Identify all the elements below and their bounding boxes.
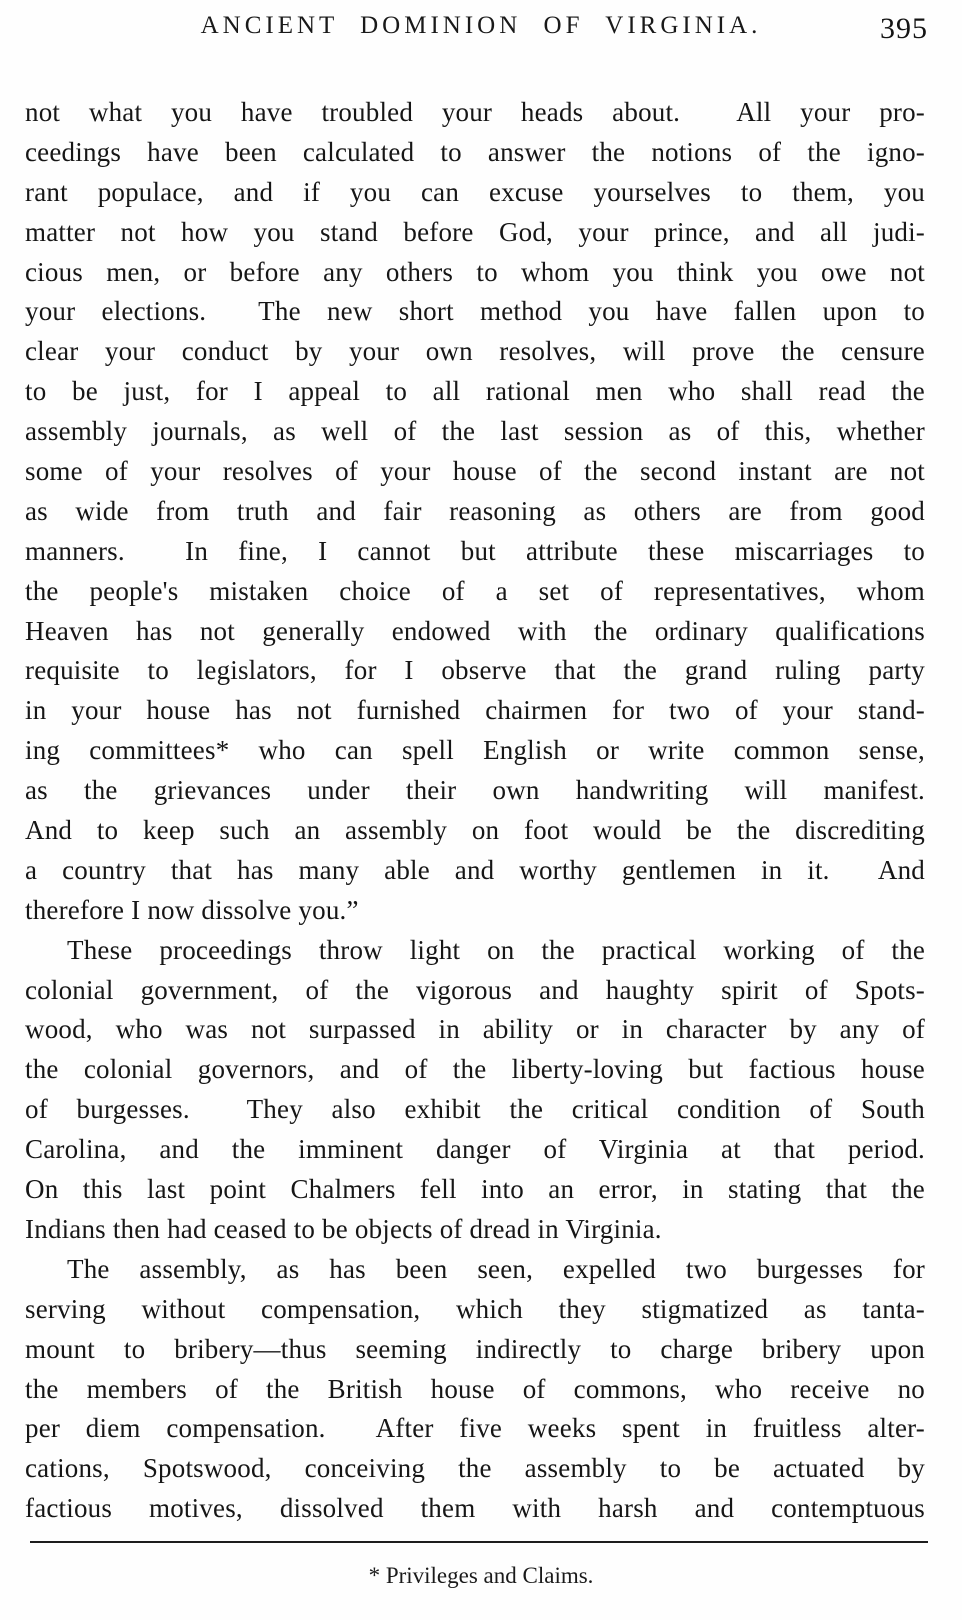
text-line: a country that has many able and worthy gentlemen in it. And <box>25 854 925 885</box>
text-line: the members of the British house of commons, who receive no <box>25 1373 925 1404</box>
text-line: some of your resolves of your house of the second instant are not <box>25 456 925 487</box>
running-header <box>0 12 962 52</box>
text-line: ing committees* who can spell English or write common sense, <box>25 735 925 766</box>
header-title: ANCIENT DOMINION OF VIRGINIA. <box>200 12 762 39</box>
text-line: wood, who was not surpassed in ability or in character by any of <box>25 1014 925 1045</box>
text-line: rant populace, and if you can excuse yourselves to them, you <box>25 176 925 207</box>
text-line: therefore I now dissolve you.” <box>25 894 359 925</box>
footnote-text: * Privileges and Claims. <box>368 1563 594 1588</box>
text-line: cations, Spotswood, conceiving the assembly to be actuated by <box>25 1453 925 1484</box>
text-line: manners. In fine, I cannot but attribute these miscarriages to <box>25 535 925 566</box>
text-line: serving without compensation, which they stigmatized as tanta- <box>25 1293 925 1324</box>
text-line: requisite to legislators, for I observe that the grand ruling party <box>25 655 925 686</box>
text-line: to be just, for I appeal to all rational men who shall read the <box>25 376 925 407</box>
text-line: as wide from truth and fair reasoning as others are from good <box>25 495 925 526</box>
text-line: your elections. The new short method you have fallen upon to <box>25 296 925 327</box>
text-line: And to keep such an assembly on foot would be the discrediting <box>25 815 925 846</box>
text-line: colonial government, of the vigorous and haughty spirit of Spots- <box>25 974 925 1005</box>
text-line: Heaven has not generally endowed with the ordinary qualifications <box>25 615 925 646</box>
text-line: the people's mistaken choice of a set of representatives, whom <box>25 575 925 606</box>
text-line: On this last point Chalmers fell into an error, in stating that the <box>25 1174 925 1205</box>
footnote-divider <box>30 1541 928 1543</box>
text-line: as the grievances under their own handwriting will manifest. <box>25 775 925 806</box>
text-line: ceedings have been calculated to answer the notions of the igno- <box>25 136 925 167</box>
text-line: matter not how you stand before God, your prince, and all judi- <box>25 216 925 247</box>
text-line: These proceedings throw light on the practical working of the <box>67 934 925 965</box>
text-line: assembly journals, as well of the last session as of this, whether <box>25 416 925 447</box>
text-line: clear your conduct by your own resolves, will prove the censure <box>25 336 925 367</box>
page-body <box>25 93 925 1529</box>
text-line: per diem compensation. After five weeks spent in fruitless alter- <box>25 1413 925 1444</box>
text-line: not what you have troubled your heads about. All your pro- <box>25 97 925 127</box>
text-line: the colonial governors, and of the liberty-loving but factious house <box>25 1054 925 1085</box>
text-line: mount to bribery—thus seeming indirectly to charge bribery upon <box>25 1333 925 1364</box>
text-line: cious men, or before any others to whom you think you owe not <box>25 256 925 287</box>
text-line: factious motives, dissolved them with harsh and contemptuous <box>25 1493 925 1524</box>
text-line: Indians then had ceased to be objects of dread in Virginia. <box>25 1213 662 1244</box>
page-number: 395 <box>880 12 928 45</box>
text-line: in your house has not furnished chairmen for two of your stand- <box>25 695 925 726</box>
text-line: of burgesses. They also exhibit the critical condition of South <box>25 1094 925 1125</box>
text-line: The assembly, as has been seen, expelled two burgesses for <box>67 1253 925 1284</box>
text-line: Carolina, and the imminent danger of Virginia at that period. <box>25 1134 925 1165</box>
